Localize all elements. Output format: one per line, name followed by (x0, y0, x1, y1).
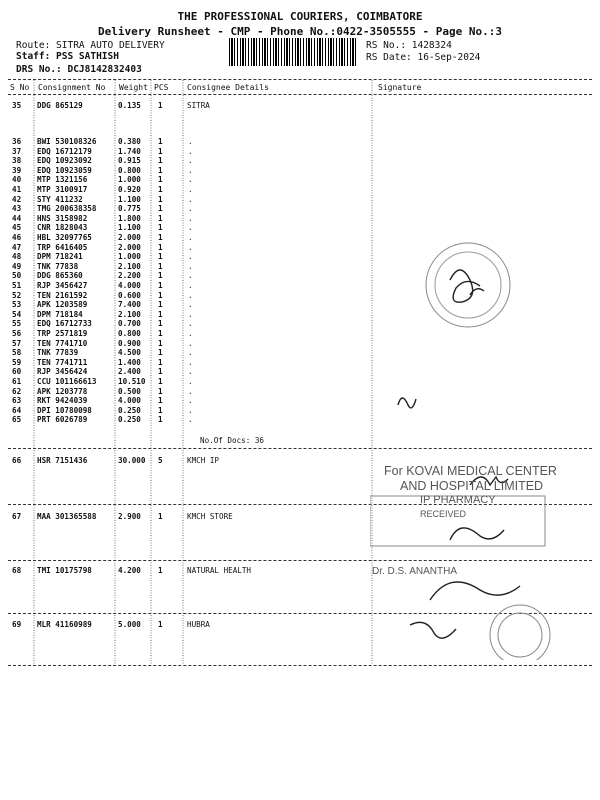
item-details: . (188, 242, 193, 252)
item-weight: 4.000 (118, 281, 141, 290)
row-pcs: 1 (158, 101, 163, 110)
route-label: Route: SITRA AUTO DELIVERY (16, 40, 165, 51)
item-cons: HBL 32097765 (37, 233, 92, 242)
item-details: . (188, 137, 193, 146)
item-sno: 62 (12, 386, 22, 396)
item-pcs: 1 (158, 223, 163, 233)
col-signature: Signature (378, 83, 422, 92)
rs-number: RS No.: 1428324 (366, 40, 452, 51)
row-details: NATURAL HEALTH (187, 566, 252, 575)
item-details: . (188, 204, 193, 214)
item-pcs: 1 (158, 271, 163, 281)
item-cons: CCU 101166613 (37, 377, 97, 386)
row-weight: 30.000 (118, 456, 146, 465)
item-sno: 46 (12, 233, 22, 242)
col-sno: S No (10, 83, 30, 92)
item-details: . (188, 233, 193, 242)
item-weight: 0.250 (118, 415, 141, 425)
item-sno: 57 (12, 338, 22, 348)
item-details: . (188, 319, 193, 329)
item-weight: 1.000 (118, 252, 141, 262)
item-weight: 2.400 (118, 367, 141, 377)
item-pcs: 1 (158, 367, 163, 377)
item-sno: 37 (12, 146, 22, 156)
item-pcs: 1 (158, 146, 163, 156)
item-pcs: 1 (158, 233, 163, 242)
item-details: . (188, 338, 193, 348)
item-weight: 4.500 (118, 348, 141, 358)
item-weight: 1.000 (118, 175, 141, 185)
item-pcs: 1 (158, 300, 163, 310)
item-weight: 0.500 (118, 386, 141, 396)
item-weight: 4.000 (118, 396, 141, 406)
item-cons: DPM 718241 (37, 252, 83, 262)
item-pcs: 1 (158, 213, 163, 223)
item-weight: 0.800 (118, 329, 141, 338)
col-consignee: Consignee Details (187, 83, 269, 92)
item-weight: 0.600 (118, 290, 141, 300)
item-details: . (188, 309, 193, 319)
item-sno: 49 (12, 261, 22, 271)
item-cons: DPI 10780098 (37, 405, 92, 415)
item-cons: BWI 530108326 (37, 137, 97, 146)
item-sno: 43 (12, 204, 22, 214)
item-sno: 64 (12, 405, 22, 415)
item-cons: CNR 1828043 (37, 223, 88, 233)
item-details: . (188, 156, 193, 166)
item-sno: 41 (12, 185, 22, 194)
item-sno: 40 (12, 175, 22, 185)
item-details: . (188, 281, 193, 290)
item-pcs: 1 (158, 261, 163, 271)
stamp-kovai-line1: For KOVAI MEDICAL CENTER (384, 464, 557, 478)
runsheet-subtitle: Delivery Runsheet - CMP - Phone No.:0422-3505555 - Page No.:3 (98, 25, 502, 38)
row-cons: MAA 301365588 (37, 512, 97, 521)
item-pcs: 1 (158, 338, 163, 348)
item-pcs: 1 (158, 319, 163, 329)
item-details: . (188, 415, 193, 425)
item-details: . (188, 213, 193, 223)
item-sno: 38 (12, 156, 22, 166)
item-weight: 10.510 (118, 377, 146, 386)
col-consignment: Consignment No (38, 83, 106, 92)
item-sno: 48 (12, 252, 22, 262)
item-details: . (188, 290, 193, 300)
item-pcs: 1 (158, 242, 163, 252)
item-weight: 2.100 (118, 309, 141, 319)
item-details: . (188, 261, 193, 271)
item-sno: 39 (12, 165, 22, 175)
item-cons: APK 1203589 (37, 300, 88, 310)
item-pcs: 1 (158, 204, 163, 214)
item-weight: 2.100 (118, 261, 141, 271)
row-weight: 5.000 (118, 620, 141, 629)
row-pcs: 1 (158, 566, 163, 575)
row-divider (8, 665, 592, 666)
item-sno: 47 (12, 242, 22, 252)
item-cons: EDQ 10923092 (37, 156, 92, 166)
item-cons: PRT 6026789 (37, 415, 88, 425)
row-details: KMCH IP (187, 456, 220, 465)
item-weight: 2.000 (118, 233, 141, 242)
item-weight: 0.920 (118, 185, 141, 194)
row-sno: 67 (12, 512, 22, 521)
row-weight: 0.135 (118, 101, 141, 110)
item-weight: 0.800 (118, 165, 141, 175)
item-cons: HNS 3158982 (37, 213, 88, 223)
item-cons: TNK 77839 (37, 348, 79, 358)
stamp-received: RECEIVED (420, 509, 467, 519)
row-cons: TMI 10175798 (37, 566, 92, 575)
drs-number: DRS No.: DCJ8142832403 (16, 64, 142, 75)
item-cons: TRP 6416405 (37, 242, 88, 252)
item-cons: TNK 77838 (37, 261, 79, 271)
item-pcs: 1 (158, 175, 163, 185)
row-sno: 68 (12, 566, 22, 575)
item-sno: 58 (12, 348, 22, 358)
item-pcs: 1 (158, 348, 163, 358)
item-weight: 1.100 (118, 194, 141, 204)
item-weight: 2.200 (118, 271, 141, 281)
item-sno: 59 (12, 357, 22, 367)
col-weight: Weight (119, 83, 148, 92)
item-sno: 50 (12, 271, 22, 281)
item-weight: 1.100 (118, 223, 141, 233)
item-cons: TRP 2571819 (37, 329, 88, 338)
row-details: HUBRA (187, 620, 210, 629)
item-details: . (188, 357, 193, 367)
item-pcs: 1 (158, 252, 163, 262)
rs-date: RS Date: 16-Sep-2024 (366, 52, 481, 63)
item-cons: DDG 865360 (37, 271, 83, 281)
item-sno: 65 (12, 415, 22, 425)
stamp-ip-pharmacy: IP PHARMACY (420, 494, 496, 506)
stamps-artwork (370, 240, 595, 660)
item-sno: 54 (12, 309, 22, 319)
item-cons: TMG 200638358 (37, 204, 97, 214)
item-sno: 56 (12, 329, 22, 338)
item-pcs: 1 (158, 309, 163, 319)
item-details: . (188, 252, 193, 262)
item-cons: TEN 2161592 (37, 290, 88, 300)
item-details: . (188, 329, 193, 338)
item-details: . (188, 271, 193, 281)
item-details: . (188, 146, 193, 156)
item-cons: EDQ 16712733 (37, 319, 92, 329)
row-pcs: 1 (158, 620, 163, 629)
item-cons: STY 411232 (37, 194, 83, 204)
row-weight: 4.200 (118, 566, 141, 575)
row-pcs: 1 (158, 512, 163, 521)
col-pcs: PCS (154, 83, 169, 92)
item-details: . (188, 367, 193, 377)
item-sno: 52 (12, 290, 22, 300)
item-sno: 45 (12, 223, 22, 233)
item-pcs: 1 (158, 165, 163, 175)
item-cons: RKT 9424039 (37, 396, 88, 406)
row-cons: HSR 7151436 (37, 456, 88, 465)
item-pcs: 1 (158, 357, 163, 367)
item-pcs: 1 (158, 329, 163, 338)
item-details: . (188, 165, 193, 175)
row-cons: MLR 41160989 (37, 620, 92, 629)
row-weight: 2.900 (118, 512, 141, 521)
item-sno: 61 (12, 377, 22, 386)
item-weight: 0.700 (118, 319, 141, 329)
item-details: . (188, 185, 193, 194)
item-details: . (188, 377, 193, 386)
item-pcs: 1 (158, 405, 163, 415)
row-sno: 66 (12, 456, 22, 465)
item-pcs: 1 (158, 396, 163, 406)
item-cons: EDQ 10923059 (37, 165, 92, 175)
item-cons: RJP 3456427 (37, 281, 88, 290)
item-sno: 51 (12, 281, 22, 290)
item-sno: 60 (12, 367, 22, 377)
item-pcs: 1 (158, 415, 163, 425)
item-sno: 53 (12, 300, 22, 310)
item-details: . (188, 223, 193, 233)
row-sno: 35 (12, 101, 22, 110)
item-pcs: 1 (158, 194, 163, 204)
row-sno: 69 (12, 620, 22, 629)
item-pcs: 1 (158, 137, 163, 146)
item-cons: MTP 1321156 (37, 175, 88, 185)
item-weight: 2.000 (118, 242, 141, 252)
item-pcs: 1 (158, 156, 163, 166)
row-consignment: DDG 865129 (37, 101, 83, 110)
item-cons: DPM 718184 (37, 309, 83, 319)
item-sno: 36 (12, 137, 22, 146)
item-pcs: 1 (158, 185, 163, 194)
item-sno: 55 (12, 319, 22, 329)
item-cons: APK 1203778 (37, 386, 88, 396)
barcode (229, 38, 357, 66)
staff-label: Staff: PSS SATHISH (16, 51, 119, 62)
item-details: . (188, 396, 193, 406)
stamp-kovai-line2: AND HOSPITAL LIMITED (400, 479, 544, 493)
item-pcs: 1 (158, 281, 163, 290)
item-cons: RJP 3456424 (37, 367, 88, 377)
item-sno: 42 (12, 194, 22, 204)
item-pcs: 1 (158, 377, 163, 386)
item-weight: 1.740 (118, 146, 141, 156)
item-sno: 63 (12, 396, 22, 406)
item-details: . (188, 300, 193, 310)
item-weight: 0.915 (118, 156, 141, 166)
row-details: KMCH STORE (187, 512, 233, 521)
item-weight: 1.400 (118, 357, 141, 367)
item-cons: TEN 7741711 (37, 357, 88, 367)
no-of-docs: No.Of Docs: 36 (200, 436, 265, 445)
row-consignee: SITRA (187, 101, 210, 110)
item-weight: 7.400 (118, 300, 141, 310)
item-cons: TEN 7741710 (37, 338, 88, 348)
item-details: . (188, 405, 193, 415)
item-pcs: 1 (158, 386, 163, 396)
item-details: . (188, 386, 193, 396)
item-weight: 0.900 (118, 338, 141, 348)
item-sno: 44 (12, 213, 22, 223)
item-weight: 0.380 (118, 137, 141, 146)
item-cons: EDQ 16712179 (37, 146, 92, 156)
item-pcs: 1 (158, 290, 163, 300)
item-weight: 0.775 (118, 204, 141, 214)
row-pcs: 5 (158, 456, 163, 465)
stamp-doctor: Dr. D.S. ANANTHA (372, 566, 458, 577)
item-weight: 0.250 (118, 405, 141, 415)
company-title: THE PROFESSIONAL COURIERS, COIMBATORE (177, 10, 423, 23)
item-details: . (188, 175, 193, 185)
item-cons: MTP 3100917 (37, 185, 88, 194)
item-details: . (188, 194, 193, 204)
item-weight: 1.800 (118, 213, 141, 223)
item-details: . (188, 348, 193, 358)
